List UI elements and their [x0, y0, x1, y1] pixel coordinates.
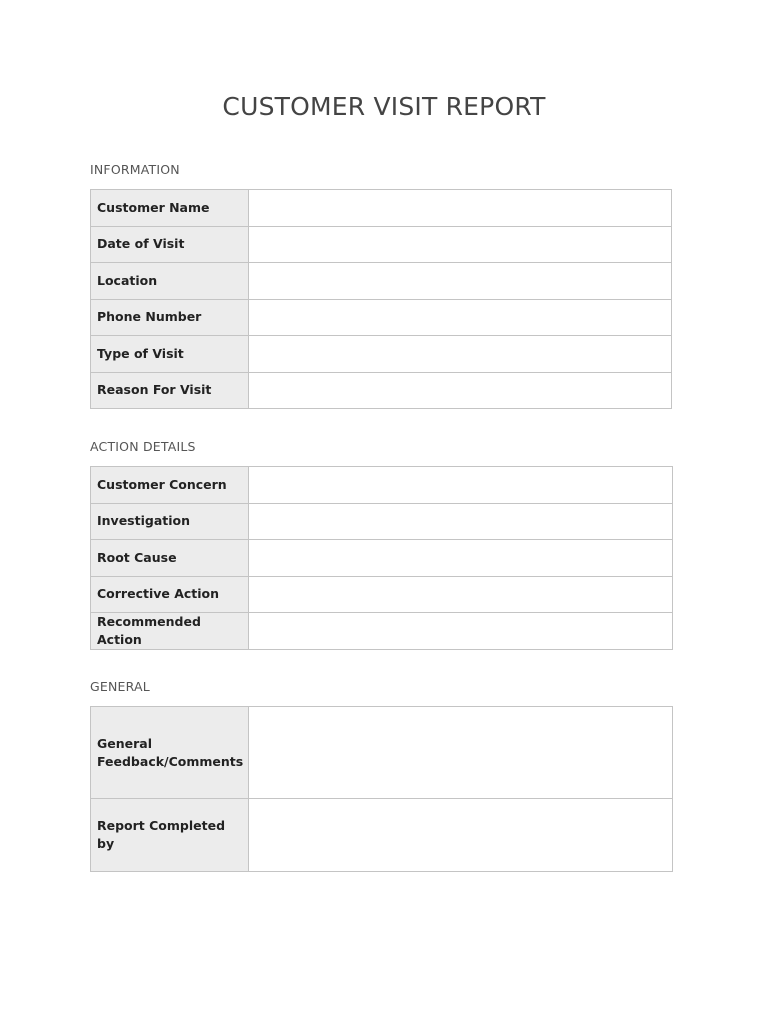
field-label: Corrective Action — [91, 576, 249, 613]
table-row — [91, 263, 672, 300]
phone-number-field[interactable] — [249, 299, 672, 336]
field-label: Recommended Action — [91, 613, 249, 650]
table-row — [91, 299, 672, 336]
corrective-action-field[interactable] — [249, 576, 673, 613]
field-label: Phone Number — [91, 299, 249, 336]
field-label: Report Completed by — [91, 799, 249, 872]
field-label: Customer Concern — [91, 467, 249, 504]
investigation-field[interactable] — [249, 503, 673, 540]
reason-for-visit-field[interactable] — [249, 372, 672, 409]
customer-name-field[interactable] — [249, 190, 672, 227]
field-label: Type of Visit — [91, 336, 249, 373]
page-title: CUSTOMER VISIT REPORT — [222, 92, 546, 121]
field-label: Root Cause — [91, 540, 249, 577]
field-label: Location — [91, 263, 249, 300]
table-row — [91, 707, 673, 799]
recommended-action-field[interactable] — [249, 613, 673, 650]
action-details-table — [90, 466, 673, 650]
table-row — [91, 372, 672, 409]
table-row — [91, 540, 673, 577]
table-row — [91, 190, 672, 227]
information-table — [90, 189, 672, 409]
section-heading-general: GENERAL — [90, 679, 150, 694]
root-cause-field[interactable] — [249, 540, 673, 577]
field-label: General Feedback/Comments — [91, 707, 249, 799]
field-label: Date of Visit — [91, 226, 249, 263]
table-row — [91, 503, 673, 540]
location-field[interactable] — [249, 263, 672, 300]
field-label: Customer Name — [91, 190, 249, 227]
table-row — [91, 336, 672, 373]
section-heading-action-details: ACTION DETAILS — [90, 439, 196, 454]
table-row — [91, 799, 673, 872]
section-heading-information: INFORMATION — [90, 162, 180, 177]
general-feedback-field[interactable] — [249, 707, 673, 799]
date-of-visit-field[interactable] — [249, 226, 672, 263]
table-row — [91, 226, 672, 263]
field-label: Reason For Visit — [91, 372, 249, 409]
table-row — [91, 576, 673, 613]
table-row — [91, 467, 673, 504]
table-row — [91, 613, 673, 650]
general-table — [90, 706, 673, 872]
report-completed-by-field[interactable] — [249, 799, 673, 872]
type-of-visit-field[interactable] — [249, 336, 672, 373]
field-label: Investigation — [91, 503, 249, 540]
customer-concern-field[interactable] — [249, 467, 673, 504]
